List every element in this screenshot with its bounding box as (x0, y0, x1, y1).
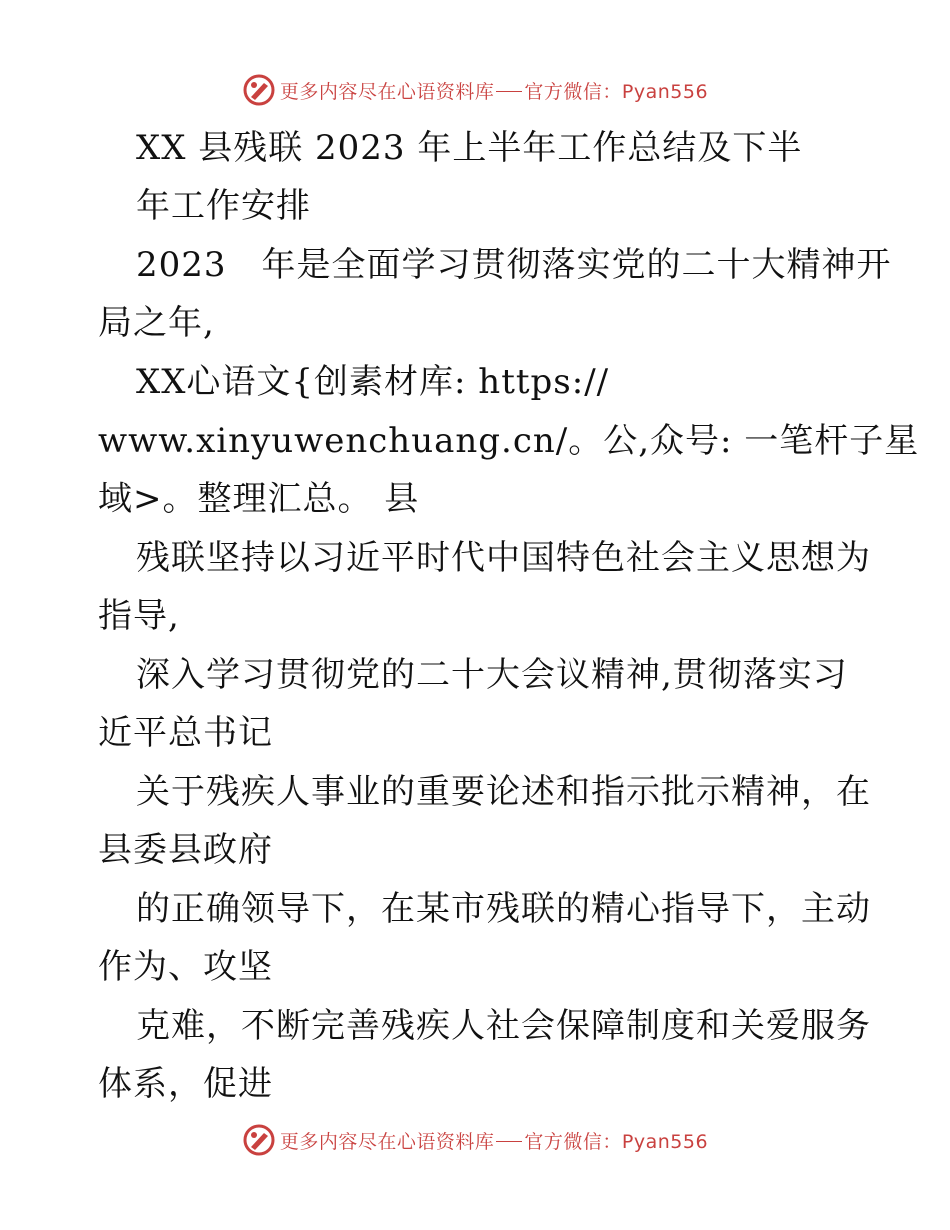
doc-line: 深入学习贯彻党的二十大会议精神,贯彻落实习 (136, 655, 848, 695)
doc-line: 指导, (98, 596, 180, 636)
banner-text: 更多内容尽在心语资料库 (279, 80, 495, 103)
doc-line: 年工作安排 (136, 186, 311, 226)
banner-dash (496, 1141, 522, 1142)
doc-line: 作为、攻坚 (98, 947, 273, 987)
doc-line: 关于残疾人事业的重要论述和指示批示精神，在 (136, 772, 871, 812)
brand-logo-icon (242, 1123, 276, 1157)
doc-line: 近平总书记 (98, 713, 273, 753)
doc-line: 域>。整理汇总。 县 (98, 479, 420, 519)
doc-line: 的正确领导下，在某市残联的精心指导下，主动 (136, 889, 871, 929)
doc-line: 局之年, (98, 303, 215, 343)
doc-line: 2023 年是全面学习贯彻落实党的二十大精神开 (136, 245, 892, 285)
doc-line: 残联坚持以习近平时代中国特色社会主义思想为 (136, 538, 871, 578)
footer-banner (0, 1120, 950, 1160)
doc-line: www.xinyuwenchuang.cn/。公,众号: 一笔杆子星 (98, 421, 920, 461)
doc-line: XX心语文{创素材库: https:// (136, 362, 610, 402)
doc-line: 县委县政府 (98, 830, 273, 870)
doc-line: 克难，不断完善残疾人社会保障制度和关爱服务 (136, 1006, 871, 1046)
banner-text: 更多内容尽在心语资料库 (279, 1130, 495, 1153)
doc-line: 体系，促进 (98, 1064, 273, 1104)
banner-wechat: 官方微信：Pyan556 (524, 1130, 709, 1153)
banner-wechat: 官方微信：Pyan556 (524, 80, 709, 103)
doc-line: XX 县残联 2023 年上半年工作总结及下半 (136, 128, 803, 168)
